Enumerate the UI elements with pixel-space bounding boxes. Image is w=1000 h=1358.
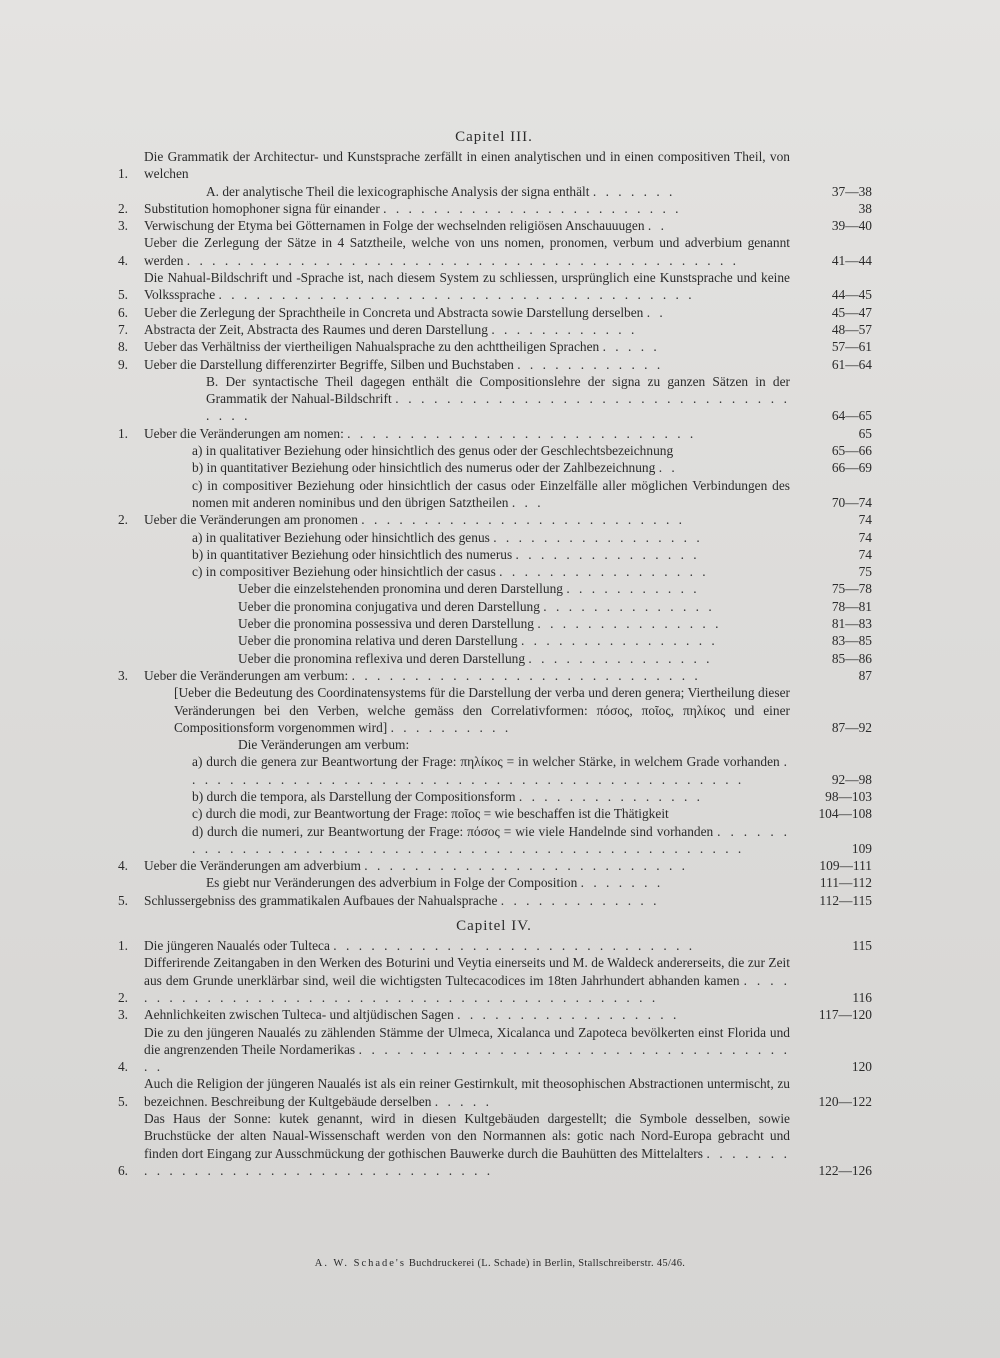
leader-dots: . . . . . . . . . . . . . . . . . . . . . . . . . . . . . . . . . . . . . . . . . . . . . . . . . . xyxy=(192,823,790,856)
page-reference: 75—78 xyxy=(831,581,872,597)
entry-title: Ueber die Zerlegung der Sätze in 4 Satztheile, welche von uns nomen, pronomen, verbum und adverbium genannt werden xyxy=(144,235,790,268)
leader-dots: . . . . . . . . . . . . xyxy=(491,321,638,337)
leader-dots: . . . . . . . . . . . . . . . . . . . . . . . . . . . . xyxy=(351,667,701,683)
entry-number: 6. xyxy=(117,304,128,320)
page-reference: 120—122 xyxy=(818,1093,872,1109)
page-reference: 74 xyxy=(858,512,872,528)
page-reference: 70—74 xyxy=(831,494,872,510)
leader-dots: . . . . . . . . . . . . . . xyxy=(543,598,715,614)
entry-title: Die jüngeren Naualés oder Tulteca xyxy=(144,938,330,954)
entry-number: 9. xyxy=(117,356,128,372)
entry-text xyxy=(112,892,800,909)
entry-text xyxy=(112,650,800,667)
leader-dots: . . . . . . . . . . . . . . . . . . . . . . . . . . . . . . . . . . . xyxy=(144,1145,790,1178)
entry-text xyxy=(112,1075,800,1110)
leader-dots: . . . . . . . . . . . . . . . . . . . . . . . . . . xyxy=(361,512,686,528)
page-reference: 38 xyxy=(858,200,872,216)
page-reference: 65—66 xyxy=(831,443,872,459)
toc-entry xyxy=(112,615,876,632)
entry-title: a) in qualitativer Beziehung oder hinsichtlich des genus oder der Geschlechtsbezeichnung xyxy=(192,443,674,459)
toc-entry xyxy=(112,1006,876,1023)
leader-dots: . . . . . . . . . . . . . . . xyxy=(515,546,700,562)
toc-entry xyxy=(112,650,876,667)
toc-entry xyxy=(112,598,876,615)
entry-title: c) in compositiver Beziehung oder hinsichtlich der casus xyxy=(192,564,496,580)
page-reference: 111—112 xyxy=(819,875,872,891)
toc-entry xyxy=(112,954,876,1006)
toc-entry xyxy=(112,632,876,649)
toc-entry xyxy=(112,356,876,373)
entry-text xyxy=(112,805,800,822)
entry-text xyxy=(112,269,800,304)
page-reference: 65 xyxy=(858,425,872,441)
leader-dots: . . . . . . . . . . . . . . . . . . . . . . . . . . xyxy=(364,858,688,874)
entry-title: Substitution homophoner signa für einander xyxy=(144,200,380,216)
page-reference: 83—85 xyxy=(831,633,872,649)
toc-entry xyxy=(112,1110,876,1179)
leader-dots: . . . . . . . . . . . . . . . . . xyxy=(493,529,703,545)
entry-title: Ueber die Zerlegung der Sprachtheile in Concreta und Abstracta sowie Darstellung derselben xyxy=(144,304,644,320)
entry-number: 2. xyxy=(117,512,128,528)
entry-number: 3. xyxy=(117,667,128,683)
toc-entry xyxy=(112,1075,876,1110)
toc-entry xyxy=(112,304,876,321)
entry-text xyxy=(112,667,800,684)
entry-text xyxy=(112,684,800,736)
entry-text xyxy=(112,615,800,632)
leader-dots: . . . . . . . . . . . xyxy=(566,581,700,597)
toc-entry xyxy=(112,217,876,234)
leader-dots: . . . . . . . . . . . . . . . . . . xyxy=(457,1007,680,1023)
leader-dots: . . . . . . . xyxy=(580,875,664,891)
entry-text xyxy=(112,632,800,649)
entry-title: Abstracta der Zeit, Abstracta des Raumes und deren Darstellung xyxy=(144,321,488,337)
entry-text xyxy=(112,954,800,1006)
entry-title: Differirende Zeitangaben in den Werken des Boturini und Veytia einerseits und M. de Waldeck andererseits, die zur Zeit aus dem Grunde unerklärbar sind, weil die wichtigsten Tultecacodices im 18ten Jahrhundert abhanden kamen xyxy=(144,955,790,988)
entry-text xyxy=(112,425,800,442)
page-reference: 98—103 xyxy=(825,788,872,804)
entry-number: 2. xyxy=(117,200,128,216)
entry-number: 7. xyxy=(117,321,128,337)
entry-text xyxy=(112,373,800,425)
entry-text xyxy=(112,823,800,858)
page-reference: 45—47 xyxy=(831,304,872,320)
entry-text xyxy=(112,200,800,217)
entry-title: Ueber die Veränderungen am verbum: xyxy=(144,667,349,683)
leader-dots: . . . . . . . xyxy=(592,183,676,199)
entry-text xyxy=(112,788,800,805)
entry-title: Das Haus der Sonne: kutek genannt, wird in diesen Kultgebäuden dargestellt; die Symbole desselben, sowie Bruchstücke der alten Naual-Wissenschaft werden von den Normannen als: gotic nach Nord-Europa gebracht und finden dort Eingang zur Ausschmückung der gothischen Bauwerke durch die Bauhütten des Mittelalters xyxy=(144,1111,790,1161)
entry-text xyxy=(112,183,800,200)
entry-text xyxy=(112,857,800,874)
entry-title: Ueber die pronomina relativa und deren Darstellung xyxy=(238,633,518,649)
entry-text xyxy=(112,459,800,476)
entry-title: a) durch die genera zur Beantwortung der Frage: πηλίκος = in welcher Stärke, in welchem Grade vorhanden xyxy=(192,754,780,770)
entry-text xyxy=(112,1024,800,1076)
leader-dots: . . . . . . . . . . . . . . . . xyxy=(520,633,718,649)
entry-title: Ueber die Veränderungen am pronomen xyxy=(144,512,358,528)
page-reference: 87 xyxy=(858,667,872,683)
leader-dots: . . . . . . . . . . . . . . . . . . . . . . . . . . . . . . . . . . . . xyxy=(144,1041,790,1075)
page-reference: 81—83 xyxy=(831,616,872,632)
entry-title: Verwischung der Etyma bei Götternamen in Folge der wechselnden religiösen Anschauuugen xyxy=(144,218,645,234)
entry-text xyxy=(112,217,800,234)
leader-dots: . . . xyxy=(511,494,544,510)
entry-text xyxy=(112,321,800,338)
entry-title: Die zu den jüngeren Naualés zu zählenden Stämme der Ulmeca, Xicalanca und Zapoteca bevölkerten einst Florida und die angrenzenden Theile Nordamerikas xyxy=(144,1024,790,1057)
entry-text xyxy=(112,937,800,954)
entry-text xyxy=(112,338,800,355)
printer-footer xyxy=(0,1258,1000,1269)
entry-title: b) in quantitativer Beziehung oder hinsichtlich des numerus oder der Zahlbezeichnung xyxy=(192,460,656,476)
leader-dots: . . . . . . . . . . . . . . . . . . . . . . . . . . . . . . . . . . . . . . . . . . . . . xyxy=(144,972,791,1005)
page-reference: 104—108 xyxy=(818,806,872,822)
entry-title: d) durch die numeri, zur Beantwortung der Frage: πόσος = wie viele Handelnde sind vorhanden xyxy=(192,823,714,839)
toc-entry xyxy=(112,321,876,338)
leader-dots: . . . . . . . . . . . . . . . . . . . . . . . . . . . . . . . . . . . . . . . . . . . . xyxy=(186,252,740,268)
page-reference: 112—115 xyxy=(819,892,872,908)
page-reference: 75 xyxy=(858,564,872,580)
entry-number: 6. xyxy=(117,1162,128,1178)
chapter-heading: Capitel IV. xyxy=(456,918,532,935)
entry-title: Schlussergebniss des grammatikalen Aufbaues der Nahualsprache xyxy=(144,892,498,908)
entry-number: 1. xyxy=(117,425,128,441)
footer-text: Buchdruckerei (L. Schade) in Berlin, Stallschreiberstr. 45/46. xyxy=(408,1258,686,1269)
page-reference: 87—92 xyxy=(831,719,872,735)
entry-title: Auch die Religion der jüngeren Naualés ist als ein reiner Gestirnkult, mit theosophischen Abstractionen untermischt, zu bezeichnen. Beschreibung der Kultgebäude derselben xyxy=(144,1076,790,1109)
page-reference: 115 xyxy=(852,938,872,954)
leader-dots: . . . . . . . . . . . . . . . xyxy=(518,788,703,804)
page-reference: 37—38 xyxy=(831,183,872,199)
toc-entry xyxy=(112,546,876,563)
entry-title: Aehnlichkeiten zwischen Tulteca- und altjüdischen Sagen xyxy=(144,1007,454,1023)
toc-entry xyxy=(112,823,876,858)
entry-text xyxy=(112,1110,800,1179)
toc-entry xyxy=(112,874,876,891)
entry-number: 3. xyxy=(117,218,128,234)
entry-number: 1. xyxy=(117,938,128,954)
leader-dots: . . . . . . . . . . . . . . . . . xyxy=(499,564,709,580)
entry-title: B. Der syntactische Theil dagegen enthält die Compositionslehre der signa zu ganzen Sätzen in der Grammatik der Nahual-Bildschrift xyxy=(206,373,790,407)
page-reference: 64—65 xyxy=(831,408,872,424)
toc-entry xyxy=(112,857,876,874)
entry-title: Die Nahual-Bildschrift und -Sprache ist, nach diesem System zu schliessen, ursprünglich eine Kunstsprache und keine Volkssprache xyxy=(144,270,790,303)
toc-entry xyxy=(112,234,876,269)
entry-text xyxy=(112,234,800,269)
toc-entry xyxy=(112,805,876,822)
toc-entry xyxy=(112,459,876,476)
entry-title: Ueber die Veränderungen am nomen: xyxy=(144,425,344,441)
toc-entry xyxy=(112,753,876,788)
toc-entry xyxy=(112,269,876,304)
entry-title: Die Grammatik der Architectur- und Kunstsprache zerfällt in einen analytischen und in einen compositiven Theil, von welchen xyxy=(144,149,790,182)
toc-entry xyxy=(112,373,876,425)
toc-entry xyxy=(112,563,876,580)
entry-title: Ueber die pronomina conjugativa und deren Darstellung xyxy=(238,598,540,614)
page-reference: 78—81 xyxy=(831,598,872,614)
table-of-contents xyxy=(112,126,876,1179)
entry-title: a) in qualitativer Beziehung oder hinsichtlich des genus xyxy=(192,529,490,545)
entry-title: Ueber die einzelstehenden pronomina und deren Darstellung xyxy=(238,581,563,597)
leader-dots: . . . . . . . . . . xyxy=(390,719,512,735)
entry-text xyxy=(112,477,800,512)
leader-dots: . . . . . . . . . . . . xyxy=(517,356,664,372)
leader-dots: . . . . . . . . . . . . . . . . . . . . . . . . xyxy=(383,200,682,216)
page-reference: 41—44 xyxy=(831,252,872,268)
page-reference: 92—98 xyxy=(831,771,872,787)
page-reference: 117—120 xyxy=(818,1007,872,1023)
entry-title: b) in quantitativer Beziehung oder hinsichtlich des numerus xyxy=(192,546,513,562)
page-reference: 74 xyxy=(858,529,872,545)
entry-text xyxy=(112,546,800,563)
entry-title: c) durch die modi, zur Beantwortung der Frage: ποῖος = wie beschaffen ist die Thätigkeit xyxy=(192,806,669,822)
leader-dots: . . . . . xyxy=(434,1093,492,1109)
entry-number: 4. xyxy=(117,1059,128,1075)
entry-title: Die Veränderungen am verbum: xyxy=(238,737,410,753)
entry-title: Es giebt nur Veränderungen des adverbium in Folge der Composition xyxy=(206,875,578,891)
page-reference: 85—86 xyxy=(831,650,872,666)
entry-title: A. der analytische Theil die lexicographische Analysis der signa enthält xyxy=(206,183,590,199)
leader-dots: . . xyxy=(647,218,667,234)
entry-text xyxy=(112,356,800,373)
page-reference: 109—111 xyxy=(819,858,872,874)
entry-number: 1. xyxy=(117,166,128,182)
entry-number: 3. xyxy=(117,1007,128,1023)
page-reference: 39—40 xyxy=(831,218,872,234)
entry-number: 5. xyxy=(117,287,128,303)
page-reference: 57—61 xyxy=(831,339,872,355)
entry-number: 8. xyxy=(117,339,128,355)
toc-entry xyxy=(112,736,876,753)
entry-number: 5. xyxy=(117,1093,128,1109)
page-reference: 120 xyxy=(851,1059,872,1075)
page-reference: 122—126 xyxy=(818,1162,872,1178)
entry-text xyxy=(112,511,800,528)
entry-text xyxy=(112,598,800,615)
page-reference: 116 xyxy=(852,989,872,1005)
toc-entry xyxy=(112,684,876,736)
toc-entry xyxy=(112,442,876,459)
entry-number: 5. xyxy=(117,892,128,908)
entry-number: 2. xyxy=(117,989,128,1005)
leader-dots: . . . . . . . . . . . . . xyxy=(500,892,660,908)
page-reference: 44—45 xyxy=(831,287,872,303)
entry-text xyxy=(112,304,800,321)
toc-entry xyxy=(112,511,876,528)
leader-dots: . . . . . . . . . . . . . . . . . . . . . . . . . . . . . . . . . . . xyxy=(206,391,790,424)
toc-entry xyxy=(112,183,876,200)
toc-entry xyxy=(112,1024,876,1076)
leader-dots: . . . . . . . . . . . . . . . . . . . . . . . . . . . . . . . . . . . . . . . . . . . . . xyxy=(192,754,790,787)
leader-dots: . . . . . . . . . . . . . . . . . . . . . . . . . . . . . . . . . . . . . . xyxy=(218,287,695,303)
entry-text xyxy=(112,148,800,183)
entry-text xyxy=(112,563,800,580)
toc-entry xyxy=(112,425,876,442)
toc-entry xyxy=(112,892,876,909)
entry-number: 4. xyxy=(117,858,128,874)
entry-text xyxy=(112,874,800,891)
page-reference: 74 xyxy=(858,546,872,562)
chapter-heading: Capitel III. xyxy=(455,129,533,145)
page-reference: 66—69 xyxy=(831,460,872,476)
toc-entry xyxy=(112,148,876,183)
leader-dots: . . . . . . . . . . . . . . . xyxy=(537,616,722,632)
toc-entry xyxy=(112,667,876,684)
entry-title: b) durch die tempora, als Darstellung der Compositionsform xyxy=(192,788,516,804)
toc-entry xyxy=(112,338,876,355)
entry-text xyxy=(112,1006,800,1023)
entry-text xyxy=(112,529,800,546)
entry-title: Ueber die pronomina possessiva und deren Darstellung xyxy=(238,616,535,632)
leader-dots: . . xyxy=(658,460,678,476)
footer-publisher: A. W. Schade's xyxy=(314,1258,406,1269)
leader-dots: . . . . . . . . . . . . . . . . . . . . . . . . . . . . . xyxy=(333,938,696,954)
page-reference: 48—57 xyxy=(831,321,872,337)
leader-dots: . . . . . . . . . . . . . . . . . . . . . . . . . . . . xyxy=(347,425,697,441)
entry-title: Ueber die Darstellung differenzirter Begriffe, Silben und Buchstaben xyxy=(144,356,514,372)
page-reference: 61—64 xyxy=(831,356,872,372)
entry-title: Ueber das Verhältniss der viertheiligen Nahualsprache zu den achttheiligen Sprachen xyxy=(144,339,600,355)
entry-title: Ueber die pronomina reflexiva und deren Darstellung xyxy=(238,650,526,666)
entry-text xyxy=(112,442,800,459)
toc-entry xyxy=(112,788,876,805)
entry-title: c) in compositiver Beziehung oder hinsichtlich der casus oder Einzelfälle aller möglichen Verbindungen des nomen mit anderen nominibus und den übrigen Satztheilen xyxy=(192,477,790,510)
leader-dots: . . . . . . . . . . . . . . . xyxy=(528,650,713,666)
entry-number: 4. xyxy=(117,252,128,268)
toc-entry xyxy=(112,937,876,954)
toc-entry xyxy=(112,529,876,546)
leader-dots: . . . . . xyxy=(602,339,660,355)
entry-text xyxy=(112,736,800,753)
toc-entry xyxy=(112,580,876,597)
leader-dots: . . xyxy=(646,304,666,320)
toc-entry xyxy=(112,477,876,512)
entry-text xyxy=(112,580,800,597)
page-reference: 109 xyxy=(851,840,872,856)
entry-title: Ueber die Veränderungen am adverbium xyxy=(144,858,361,874)
toc-entry xyxy=(112,200,876,217)
entry-text xyxy=(112,753,800,788)
entry-title: [Ueber die Bedeutung des Coordinatensystems für die Darstellung der verba und deren genera; Viertheilung dieser Veränderungen bei den Verben, welche gemäss den Correlativformen: πόσος, ποῖος, πηλίκος und einer Compositionsform vorgenommen wird] xyxy=(174,685,790,735)
